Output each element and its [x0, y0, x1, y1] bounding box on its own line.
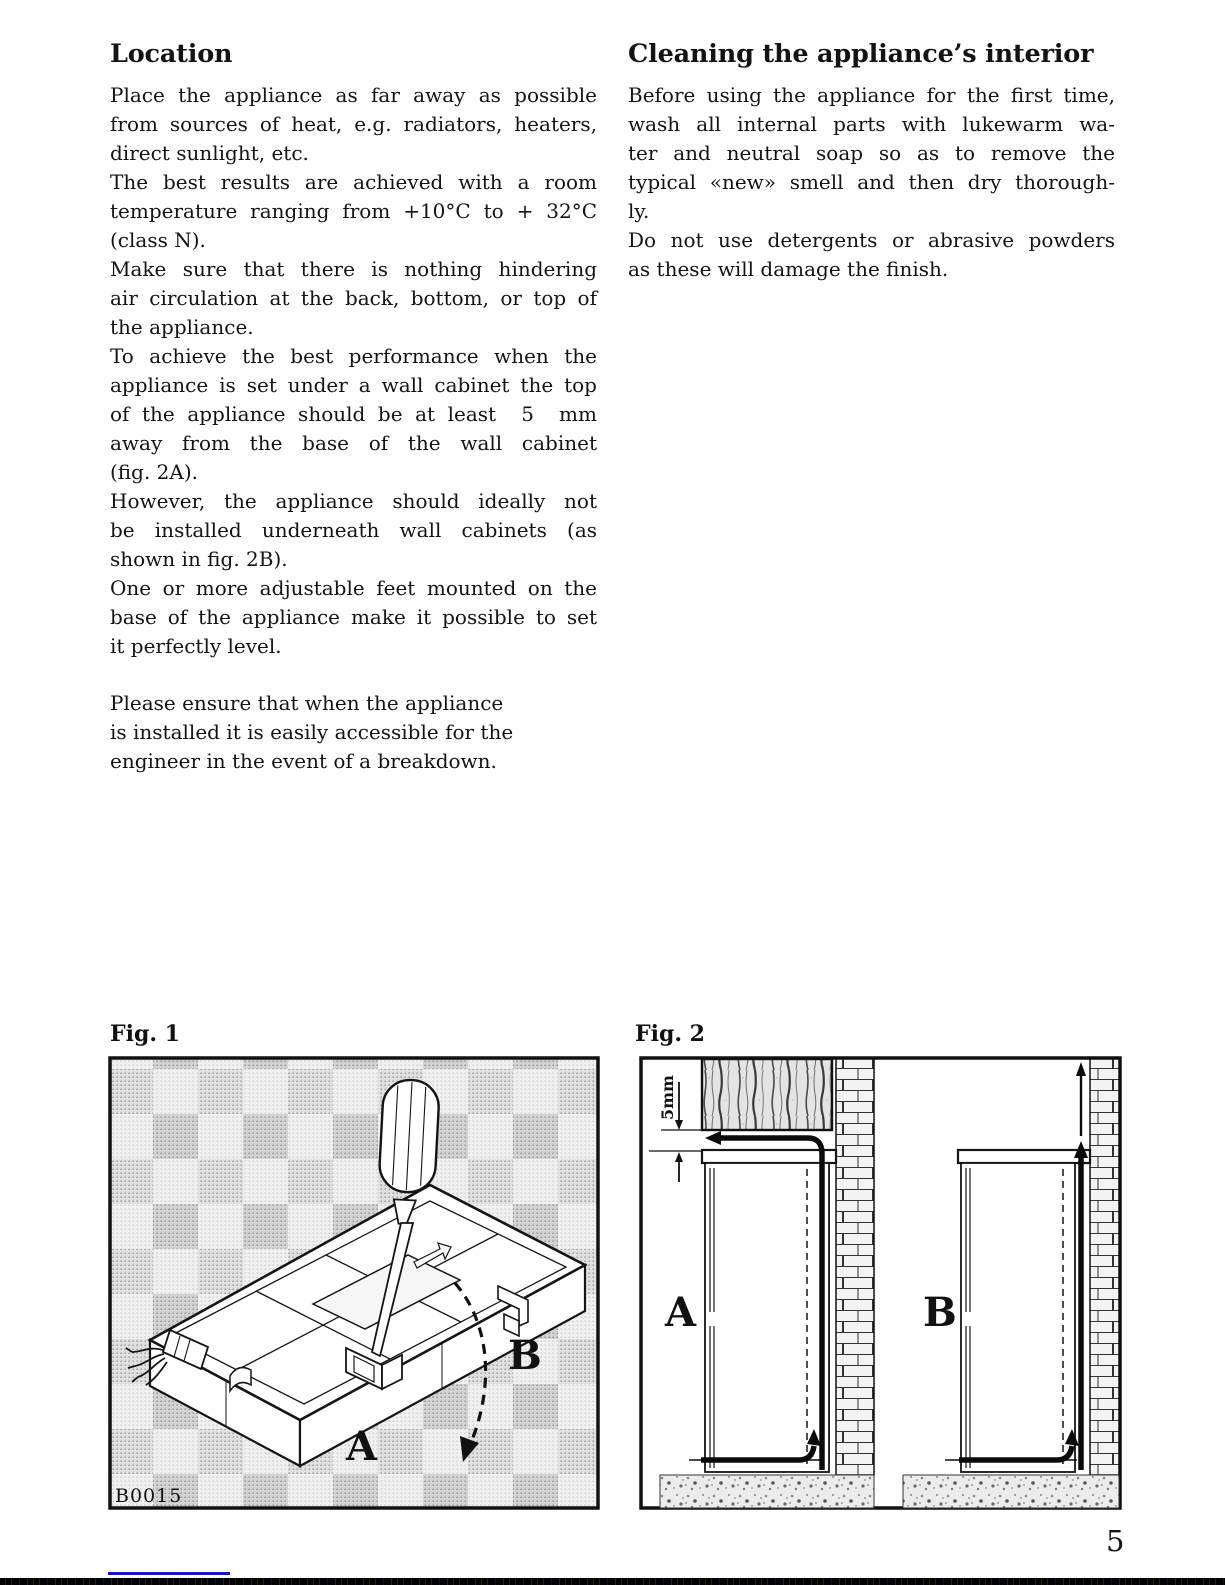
text-line: To achieve the best performance when the: [110, 344, 597, 368]
fig1-callout-b: B: [508, 1332, 542, 1379]
fig2-callout-a: A: [665, 1289, 697, 1336]
paragraph: [110, 255, 597, 342]
right-column: [628, 36, 1115, 284]
dimension-5mm-label: 5mm: [658, 1075, 677, 1120]
figure-2: [633, 1024, 1125, 1512]
text-line: One or more adjustable feet mounted on the: [110, 576, 597, 600]
paragraph: [110, 689, 597, 776]
text-line: direct sunlight, etc.: [110, 141, 309, 165]
text-line: temperature ranging from +10°C to + 32°C: [110, 199, 597, 223]
text-line: However, the appliance should ideally not: [110, 489, 597, 513]
text-line: engineer in the event of a breakdown.: [110, 749, 497, 773]
text-line: typical «new» smell and then dry thorough-: [628, 170, 1115, 194]
figure-1: [108, 1024, 600, 1512]
text-line: away from the base of the wall cabinet: [110, 431, 597, 455]
text-line: (fig. 2A).: [110, 460, 198, 484]
text-line: (class N).: [110, 228, 206, 252]
text-line: Do not use detergents or abrasive powders: [628, 228, 1115, 252]
text-line: appliance is set under a wall cabinet the top: [110, 373, 597, 397]
text-line: ly.: [628, 199, 650, 223]
text-line: be installed underneath wall cabinets (as: [110, 518, 597, 542]
left-column: [110, 36, 597, 776]
floor-a: [660, 1475, 874, 1508]
text-line: it perfectly level.: [110, 634, 282, 658]
text-line: air circulation at the back, bottom, or top of: [110, 286, 597, 310]
text-line: Make sure that there is nothing hindering: [110, 257, 597, 281]
fridge-b: [958, 1150, 1090, 1472]
text-line: The best results are achieved with a room: [110, 170, 597, 194]
text-line: is installed it is easily accessible for the: [110, 720, 514, 744]
floor-b: [903, 1475, 1119, 1508]
fig1-callout-a: A: [346, 1423, 378, 1470]
blue-scan-line: [108, 1572, 230, 1575]
section-heading-location: Location: [110, 39, 233, 69]
paragraph: [628, 226, 1115, 284]
section-heading-cleaning: Cleaning the appliance’s interior: [628, 39, 1094, 69]
fridge-a: [702, 1150, 836, 1472]
paragraph: [110, 574, 597, 661]
scan-edge-strip: [0, 1578, 1225, 1585]
text-line: Place the appliance as far away as possible: [110, 83, 597, 107]
fig1-label: Fig. 1: [110, 1024, 180, 1047]
left-column-text: [110, 81, 597, 776]
text-line: of the appliance should be at least 5 mm: [110, 402, 597, 426]
page-number: 5: [1106, 1524, 1125, 1558]
fig2-callout-b: B: [923, 1289, 957, 1336]
text-line: wash all internal parts with lukewarm wa-: [628, 112, 1115, 136]
right-column-text: [628, 81, 1115, 284]
text-line: shown in fig. 2B).: [110, 547, 288, 571]
paragraph: [110, 81, 597, 168]
text-line: the appliance.: [110, 315, 254, 339]
text-line: base of the appliance make it possible to set: [110, 605, 597, 629]
text-line: Please ensure that when the appliance: [110, 691, 504, 715]
fig2-label: Fig. 2: [635, 1024, 705, 1047]
paragraph: [110, 168, 597, 255]
text-line: ter and neutral soap so as to remove the: [628, 141, 1115, 165]
wall-cabinet: [702, 1059, 832, 1130]
text-line: from sources of heat, e.g. radiators, heaters,: [110, 112, 597, 136]
paragraph: [110, 487, 597, 574]
brick-wall-a: [836, 1059, 874, 1475]
paragraph: [628, 81, 1115, 226]
brick-wall-b: [1090, 1059, 1119, 1475]
text-line: Before using the appliance for the first time,: [628, 83, 1115, 107]
fig1-code: B0015: [115, 1485, 183, 1507]
paragraph: [110, 342, 597, 487]
text-line: as these will damage the finish.: [628, 257, 949, 281]
